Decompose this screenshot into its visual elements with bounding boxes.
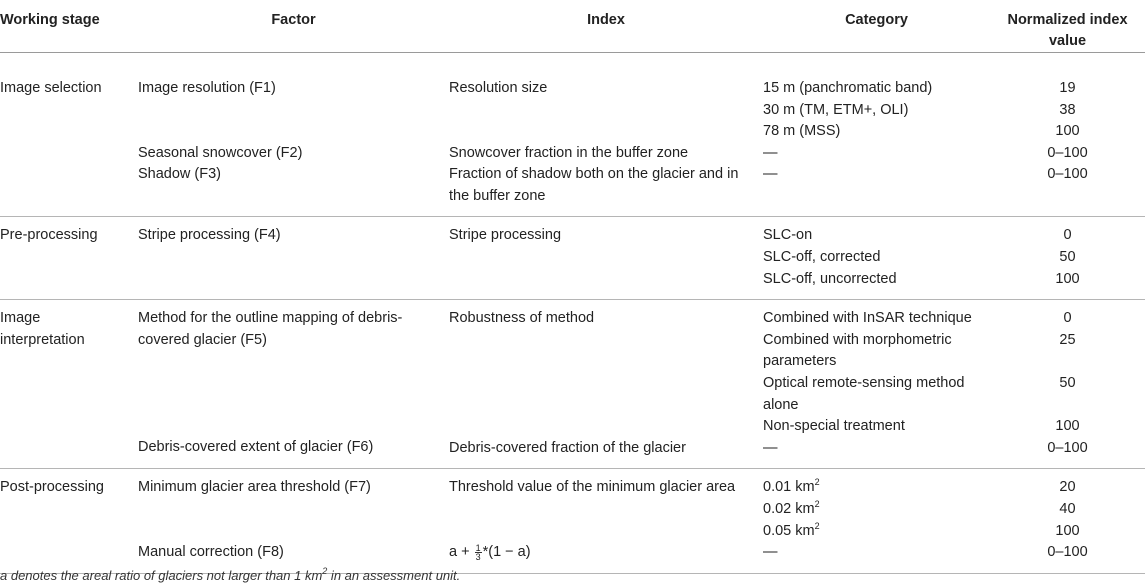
index-f5: Robustness of method xyxy=(449,310,595,327)
factor-f7: Minimum glacier area threshold (F7) xyxy=(138,479,371,496)
header-working-stage: Working stage xyxy=(0,0,138,53)
header-normalized-value xyxy=(990,0,1145,53)
category-item xyxy=(763,499,990,521)
superscript: 2 xyxy=(814,520,820,531)
category-item-line1: Combined with morphometric xyxy=(763,331,952,348)
index-f1: Resolution size xyxy=(449,80,548,96)
stage-cell: Pre-processing xyxy=(0,217,138,300)
value-item: 0–100 xyxy=(1047,144,1088,161)
value-item: 20 xyxy=(1059,479,1076,496)
stage-cell xyxy=(0,300,138,469)
superscript: 2 xyxy=(814,498,820,509)
value-item: 40 xyxy=(1059,500,1076,517)
table-row-post-processing xyxy=(0,469,1145,573)
footnote-text-end: in an assessment unit. xyxy=(327,568,461,583)
value-cell xyxy=(990,469,1145,573)
index-cell xyxy=(449,300,763,469)
value-item: 50 xyxy=(1059,248,1076,265)
factor-f2: Seasonal snowcover (F2) xyxy=(138,144,303,161)
factor-f8: Manual correction (F8) xyxy=(138,543,284,560)
value-cell xyxy=(990,53,1145,217)
index-cell xyxy=(449,217,763,300)
factor-cell xyxy=(138,217,449,300)
factor-f1: Image resolution (F1) xyxy=(138,80,276,96)
table-row-pre-processing xyxy=(0,217,1145,300)
category-text: 0.05 km xyxy=(763,522,815,539)
table-row-image-selection xyxy=(0,53,1145,217)
formula-numerator: 1 xyxy=(475,542,481,553)
factor-f5-line1: Method for the outline mapping of debris- xyxy=(138,310,403,327)
category-item xyxy=(763,477,990,499)
value-item: 0–100 xyxy=(1047,544,1088,561)
header-category: Category xyxy=(763,0,990,53)
header-row xyxy=(0,0,1145,53)
index-f3-line1: Fraction of shadow both on the glacier and in xyxy=(449,166,739,183)
superscript: 2 xyxy=(814,477,820,488)
factor-f5-line2: covered glacier (F5) xyxy=(138,331,267,348)
category-cell xyxy=(763,217,990,300)
table-footnote xyxy=(0,568,460,583)
value-item: 100 xyxy=(1055,123,1080,140)
value-item: 0 xyxy=(1063,310,1072,327)
formula-pre: a + xyxy=(449,543,474,560)
table-row-image-interpretation xyxy=(0,300,1145,469)
header-value-line1: Normalized index xyxy=(1007,12,1128,28)
index-f6: Debris-covered fraction of the glacier xyxy=(449,439,686,456)
value-item: 0 xyxy=(1063,227,1072,244)
formula-fraction xyxy=(475,544,482,561)
category-item: SLC-off, uncorrected xyxy=(763,270,897,287)
factor-cell xyxy=(138,53,449,217)
value-item: 100 xyxy=(1055,270,1080,287)
formula-denominator: 3 xyxy=(475,551,481,562)
category-item-line1: Optical remote-sensing method xyxy=(763,374,965,391)
index-f3-line2: the buffer zone xyxy=(449,187,546,204)
index-f2: Snowcover fraction in the buffer zone xyxy=(449,144,689,161)
factor-f3: Shadow (F3) xyxy=(138,166,222,183)
header-value-line2: value xyxy=(1048,33,1087,49)
category-item: — xyxy=(763,439,778,456)
category-item: 78 m (MSS) xyxy=(763,123,841,140)
footnote-text: a denotes the areal ratio of glaciers not larger than 1 km xyxy=(0,568,323,583)
value-cell xyxy=(990,300,1145,469)
category-item-line2: alone xyxy=(763,396,799,413)
stage-cell: Post-processing xyxy=(0,469,138,573)
value-item: 0–100 xyxy=(1047,166,1088,183)
category-item: — xyxy=(763,544,778,561)
category-item: 30 m (TM, ETM+, OLI) xyxy=(763,101,909,118)
value-item: 0–100 xyxy=(1047,439,1088,456)
value-item: 100 xyxy=(1055,522,1080,539)
category-item: Non-special treatment xyxy=(763,418,905,435)
factor-cell xyxy=(138,300,449,469)
category-text: 0.01 km xyxy=(763,479,815,496)
value-cell xyxy=(990,217,1145,300)
stage-line1: Image xyxy=(0,310,41,327)
index-f7: Threshold value of the minimum glacier area xyxy=(449,479,736,496)
factor-f4: Stripe processing (F4) xyxy=(138,227,281,244)
category-item: — xyxy=(763,144,778,161)
factor-f6: Debris-covered extent of glacier (F6) xyxy=(138,439,374,456)
category-cell xyxy=(763,469,990,573)
index-f4: Stripe processing xyxy=(449,227,562,244)
header-index: Index xyxy=(449,0,763,53)
index-cell xyxy=(449,469,763,573)
formula-post: *(1 − a) xyxy=(482,543,531,560)
value-item: 19 xyxy=(1059,80,1076,96)
category-item: — xyxy=(763,166,778,183)
category-text: 0.02 km xyxy=(763,500,815,517)
header-factor: Factor xyxy=(138,0,449,53)
category-item: 15 m (panchromatic band) xyxy=(763,80,933,96)
category-cell xyxy=(763,53,990,217)
stage-line2: interpretation xyxy=(0,331,85,348)
value-item: 100 xyxy=(1055,418,1080,435)
value-item: 38 xyxy=(1059,101,1076,118)
category-item: SLC-off, corrected xyxy=(763,248,881,265)
category-cell xyxy=(763,300,990,469)
category-item-line2: parameters xyxy=(763,353,837,370)
value-item: 50 xyxy=(1059,374,1076,391)
category-item: Combined with InSAR technique xyxy=(763,310,972,327)
value-item: 25 xyxy=(1059,331,1076,348)
index-f8-formula xyxy=(449,542,763,564)
stage-cell: Image selection xyxy=(0,53,138,217)
category-item: SLC-on xyxy=(763,227,813,244)
footnote-superscript: 2 xyxy=(322,566,328,576)
factor-cell xyxy=(138,469,449,573)
category-item xyxy=(763,521,990,543)
index-cell xyxy=(449,53,763,217)
